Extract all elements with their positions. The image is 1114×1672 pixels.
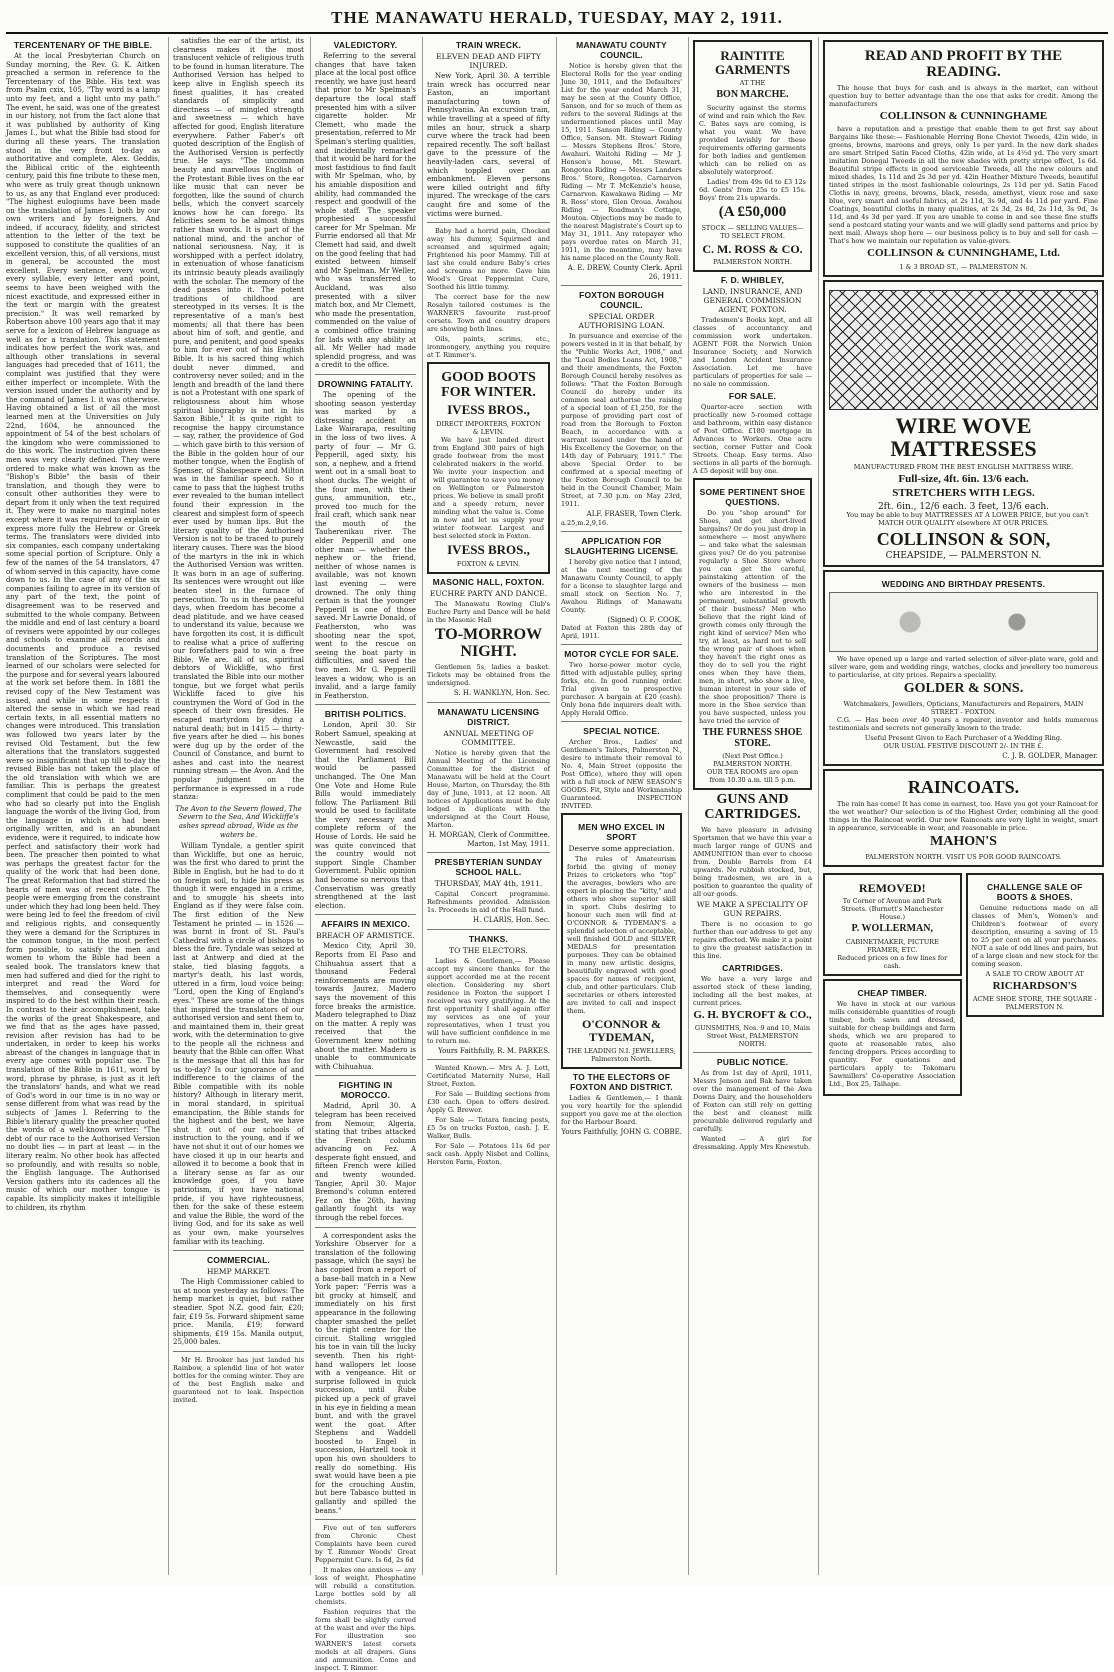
motor-text: Two horse-power motor cycle, fitted with adjustable pulley, spring forks, etc. In good running order. Trial given to prospective purchaser. A bargain at £20 (cash). Only bona fide inquirers dealt with. Apply Herald Office. <box>561 661 682 718</box>
headline-public-notice: PUBLIC NOTICE. <box>716 1057 789 1068</box>
licensing-text: Notice is hereby given that the Annual Meeting of the Licensing Committee for the district of Manawatu will be held at the Court House, Marton, on Thursday, the 8th day of June, 1911, at 12 noon. All notices of Applications must be duly lodged in duplicate with the undersigned at the Court House, Marton. <box>427 748 550 829</box>
divider <box>427 1059 550 1060</box>
masonic-text: The Manawatu Rowing Club's Euchre Party and Dance will be held in the Masonic Hall <box>427 599 550 624</box>
divider <box>427 702 550 703</box>
ad-warner: Fashion requires that the form shall be slightly curved at the waist and over the hips. For illustration see WARNER'S latest corsets models at all drapers. Guns and ammunition. Come and inspect. T. Rimmer. <box>315 1608 416 1672</box>
column-7 <box>818 37 1108 1575</box>
subhead-electors: TO THE ELECTORS. <box>449 945 528 955</box>
article-drowning: The opening of the shooting season yesterday was marked by a distressing accident on Lake Wairarapa, resulting in the loss of two lives. A party of four — Mr G. Pepperill, aged sixty, his son, a nephew, and a friend went out in a small boat to shoot ducks. The weight of the four men, with their guns, ammunition, etc., proved too much for the frail craft, which sank near the mouth of the Tauherenikau river. The elder Pepperill and one other man — whether the nephew or the friend, neither of whose names is available, was not known last evening — were drowned. The only thing certain is that the younger Pepperill is one of those saved. Mr Lawrie Donald, of Featherston, who was shooting near the spot, went to the rescue on seeing the boat party in difficulties, and saved the two men. Mr G. Pepperill leaves a widow, who is an invalid, and a large family in Featherston. <box>315 390 416 700</box>
divider <box>173 1250 304 1251</box>
headline-electors: TO THE ELECTORS OF FOXTON AND DISTRICT. <box>570 1071 673 1092</box>
stretchers-title: STRETCHERS WITH LEGS. <box>892 487 1035 500</box>
note-brooker: Mr H. Brooker has just landed his Rainbow, a splendid line of hot water bottles for the coming winter. They are of the best English make and guaranteed not to leak. Inspection invited. <box>173 1355 304 1404</box>
article-train: New York, April 30. A terrible train wreck has occurred near Easton, an important manufacturing town of Pennsylvania. An excursion train, while travelling at a speed of fifty miles an hour, struck a sharp curve where the track had been repaired recently. The soft ballast gave to the pressure of the heavily-laden cars, several of which toppled over an embankment. Eleven persons were killed outright and fifty injured. The wreckage of the cars caught fire and some of the victims were burned. <box>427 72 550 218</box>
electors-sig: Yours Faithfully, JOHN G. COBBE. <box>561 1127 682 1136</box>
read-title: READ AND PROFIT BY THE READING. <box>864 48 1063 80</box>
ad-raincoats <box>823 769 1104 867</box>
headline-politics: BRITISH POLITICS. <box>324 709 407 720</box>
sale-text: Genuine reductions made on all classes of Men's, Women's and Children's footwear of every description, ensuring a saving of 15 to 25 per cent on all your purchases. NOT a sale of odd lines and pairs, but of a large clean and new stock for the coming season. <box>971 903 1098 968</box>
column-4 <box>422 37 554 1575</box>
golder-sub: Watchmakers, Jewellers, Opticians, Manufacturers and Repairers, MAIN STREET - FOXTON. <box>843 699 1084 716</box>
wire-sub: MANUFACTURED FROM THE BEST ENGLISH MATTRESS WIRE. <box>853 462 1074 471</box>
divider <box>173 1351 304 1352</box>
divider <box>427 852 550 853</box>
article-baseball: A correspondent asks the Yorkshire Observer for a translation of the following passage, which (he says) he has copied from a report of a base-ball match in a New York paper: "Ferris was a bit grocky at himself, and immediately on his first appearance in the following chapter smashed the pellet to the right centre for the circuit. Stalling wriggled his toe in vain till the lucky seventh. Then his right-hand wallopers let loose with a vengeance. Hit or surprise followed in quick succession, until Rube picked up a peck of gravel in his eye in fielding a mean bunt, and with the gravel went the goat. After Stephens and Waddell boosted to Engel in succession, Hartzell took it upon his own shoulders to really do something. His swat would have been a pie for the crouching Austin, but bere Tabasco butted in gallantly and spilled the beans." <box>315 1231 416 1515</box>
sport-sub: Deserve some appreciation. <box>568 844 675 854</box>
ad-ivess-sub: DIRECT IMPORTERS, FOXTON & LEVIN. <box>436 420 541 437</box>
mattress-mesh-illustration <box>829 290 1098 410</box>
wedding-text: We have opened up a large and varied selection of silver-plate ware, gold and silver ware, gem and wedding rings, watches, clocks and jewellery too numerous to particularise, at city prices. Repairs a speciality. <box>829 654 1098 679</box>
school-sig: H. CLARIS, Hon. Sec. <box>472 916 550 925</box>
headline-county: MANAWATU COUNTY COUNCIL. <box>576 40 667 60</box>
bottom-right-ads <box>966 870 1105 1099</box>
whibley-name: F. D. WHIBLEY, <box>720 275 785 286</box>
wedding-title: WEDDING AND BIRTHDAY PRESENTS. <box>881 578 1046 589</box>
repair-title: WE MAKE A SPECIALITY OF GUN REPAIRS. <box>696 899 809 918</box>
golder-sig: C. J. B. GOLDER, Manager. <box>1002 751 1098 760</box>
headline-motor: MOTOR CYCLE FOR SALE. <box>564 649 679 660</box>
cartridges-text: We have a very large and assorted stock of these landing, including all the best makes, at current prices. <box>693 974 812 1007</box>
ad-golder <box>823 570 1104 766</box>
ad-boots-text: We have just landed direct from England 300 pairs of high grade footwear from the most celebrated makers in the world. We invite your inspection and will guarantee to save you money on Wellington or Palmerston prices. We believe in small profit and a speedy return, never minding what the value is. Come in now and let us supply your winter footwear. Largest and best selected stock in Foxton. <box>433 436 544 541</box>
oconnor-sub: THE LEADING N.I. JEWELLERS, <box>567 1046 676 1055</box>
bottom-left-ads <box>823 870 962 1099</box>
subhead-licensing: ANNUAL MEETING OF COMMITTEE. <box>443 728 534 747</box>
ad-peppermint: Five out of ten sufferers from Chronic Chest Complaints have been cured by T. Rimmer Woods' Great Peppermint Cure. Is 6d, 2s 6d <box>315 1524 416 1565</box>
golder-present: Useful Present Given to Each Purchaser of a Wedding Ring. <box>864 733 1063 742</box>
divider <box>561 285 682 286</box>
sport-title: MEN WHO EXCEL IN SPORT <box>578 822 665 843</box>
furness-sub: (Next Post Office.) PALMERSTON NORTH. <box>713 752 792 769</box>
ad-raintite <box>693 40 812 272</box>
ad-collinson-cunninghame <box>823 40 1104 277</box>
raintite-stockline: STOCK — SELLING VALUES—TO SELECT FROM. <box>701 223 804 240</box>
county-sig: A. E. DREW, County Clerk. April 26, 1911. <box>567 264 682 281</box>
mahon-sub: PALMERSTON NORTH. VISIT US FOR GOOD RAINCOATS. <box>865 852 1062 861</box>
divider <box>315 1519 416 1520</box>
raincoats-title: RAINCOATS. <box>907 777 1020 798</box>
divider <box>315 914 416 915</box>
verse-avon: The Avon to the Severn flowed, The Severn to the Sea, And Wickliffe's ashes spread abroad, Wide as the waters be. <box>175 804 302 839</box>
ad-corset: The correct base for the new Rosalyn tailored costumes is the WARNER'S favourite rust-proof corsets. Town and country drapers are showing both lines. <box>427 293 550 334</box>
raintite-title: RAINTITE GARMENTS <box>714 48 791 77</box>
headline-sunday-school: PRESBYTERIAN SUNDAY SCHOOL HALL. <box>434 857 543 878</box>
ad-ivess-name2: IVESS BROS., <box>447 542 530 558</box>
guns-text: We have pleasure in advising Sportsmen that we have this year a much larger range of GUNS and AMMUNITION than ever to choose from. Double Barrels from £4 upwards. No rubbish stocked, but, being tradesmen, we are in a position to guarantee the quality of all our goods. <box>693 825 812 898</box>
ad-boots-title: GOOD BOOTS FOR WINTER. <box>441 370 536 400</box>
headline-valedictory: VALEDICTORY. <box>333 40 398 50</box>
divider <box>315 704 416 705</box>
headline-licensing: MANAWATU LICENSING DISTRICT. <box>437 706 540 727</box>
headline-train: TRAIN WRECK. <box>455 40 522 50</box>
divider <box>427 929 550 930</box>
guns-title: GUNS AND CARTRIDGES. <box>704 792 801 822</box>
stretchers-price: 2ft. 6in., 12/6 each. 3 feet, 13/6 each. <box>877 501 1050 512</box>
whibley-text: Tradesmen's Books kept, and all classes of accountancy and commission work undertaken. AGENT FOR the Norwich Union Insurance Society, and Norwich and London Accident Insurance Association. Let me have particulars of properties for sale — no sale no commission. <box>693 316 812 389</box>
bycroft-name: G. H. BYCROFT & CO., <box>693 1008 812 1021</box>
divider <box>427 222 550 223</box>
ad-oconnor-sport <box>561 813 682 1068</box>
raintite-text: Security against the storms of wind and rain which the Rev. C. Bates says are coming, is what you want. We have provided lavishly for these requirements offering garments for both ladies and gentlemen which can be relied on as absolutely waterproof. <box>699 103 806 176</box>
column-6 <box>688 37 816 1575</box>
richardson-name: RICHARDSON'S <box>992 979 1077 992</box>
cc-ltd: COLLINSON & CUNNINGHAME, Ltd. <box>867 247 1060 260</box>
article-valedictory: Referring to the several changes that have taken place at the local post office recently, we have just heard that prior to Mr Spelman's departure the local staff presented him with a silver cigarette holder. Mr Clemett, who made the presentation, referred to Mr Spelman's sterling qualities, and incidentally remarked that it would be hard for the most fastidious to find fault with Mr Spelman, who, by his amiable disposition and ability, had commanded the respect and goodwill of the whole staff. The speaker prophesied a successful career for Mr Spelman. Mr Furrie endorsed all that Mr Clemett had said, and dwelt on the good feeling that had existed between himself and Mr Spelman. Mr Weller, who was transferred to Auckland, was also presented with a silver match box, and Mr Clemett, who made the presentation, commended on the value of a combined office training for lads with any ability at all. Mr Weller had made splendid progress, and was a credit to the office. <box>315 52 416 370</box>
ad-baby-poem: Baby had a horrid pain, Chocked away his dummy, Squirmed and screamed and squirmed again; Frightened his poor Mammy. Till at last she could endure Baby's cries and screams no more. Gave him Wood's Great Peppermint Cure, Soothed his little tummy. <box>427 227 550 292</box>
masonic-text2: Gentlemen 5s, ladies a basket. Tickets may be obtained from the undersigned. <box>427 663 550 688</box>
forsale-text: Quarter-acre section with practically new 5-roomed cottage and bathroom, within easy distance of Post Office. £180 mortgage in Advances to Workers. One acre section, corner Futter and Cook Streets. Cheap. Easy terms. Also sections in all parts of the borough. A £5 deposit will buy one. <box>693 403 812 476</box>
ad-ivess-boots <box>427 362 550 574</box>
county-text: Notice is hereby given that the Electoral Rolls for the year ending June 30, 1911, and the Defaulters' List for the year ended March 31, may be seen at the County Office, Sanson, and for so much of them as refers to the several Ridings at the undermentioned places until May 15, 1911. Sanson Riding — County Office, Sanson. Mt. Stewart Riding — Messrs Stephens Bros.' Store, Awahuri. Waitohi Riding — Mr J. Henson's house, Mt. Stewart. Rongotea Riding — Messrs Landers Bros.' Store, Rongotea. Carnarvon Riding — Mr T. McKenzie's house, Carnarvon. Kawakawa Riding — Mr R. Ross' store, Glen Oroua. Awahou Riding — Roadman's Cottage, Moutoa. Objections may be made to the nearest Magistrate's Court up to May 31, 1911. Any ratepayer who pays overdue rates on March 31, 1911, in the meantime, may have his name placed on the County Roll. <box>561 62 682 262</box>
divider <box>315 374 416 375</box>
article-bible-cont: satisfies the ear of the artist, its clearness makes it the most translucent vehicle of religious truth to be found in human literature. The Authorised Version has helped to keep alive in English speech its finest qualities, it has created standards of simplicity and directness — of mingled strength and sweetness — which have affected for good, English literature everywhere. Father Faber's oft quoted description of the English of the Authorised Version is perfectly true. He says: "The uncommon beauty and marvellous English of the Protestant Bible lives on the ear like music that can never be forgotten, like the sound of church bells, which the convert scarcely knows how he can forego. Its felicities seem to be almost things rather than words. It is part of the national mind, and the anchor of national seriousness. Nay, it is worshipped with a perfect idolatry, in extenuation of whose fanaticism its intrinsic beauty pleads availingly with the scholar. The memory of the dead passes into it. The potent traditions of childhood are stereotyped in its verses. It is the representative of a man's best moments; all that there has been about him of soft, and gentle, and pure, and penitent, and good speaks to him for ever out of his English Bible. It is his sacred thing which doubt never dimmed, and controversy never soiled; and in the length and breadth of the land there is not a Protestant with one spark of religiousness about him whose spiritual biography is not in his Saxon Bible." It is quite right to recognise the happy circumstance — say, rather, the providence of God — which gave birth to this version of the Bible in the golden hour of our mother tongue, when the English of Spenser, of Shakespeare and Milton was in the familiar speech. So it came to pass that the highest truths ever revealed to the human intellect found their expression in the clearest and simplest form of speech ever used by human lips. But the literary quality of the Authorised Version is not to be traced to purely literary causes. There was the blood of the martyrs in the ink in which the Authorised Version was written. It was born in an age of suffering. Its sentences were wrought out like beaten steel in the furnace of persecution. To us in these peaceful days, when freedom has become a dead platitude, and we have ceased to understand its value, because we have forgotten its cost, it is difficult to realise what a price of suffering our forefathers paid to win a free Bible. We are, all of us, spiritual debtors of Wickliffe, who first translated the Bible into our mother tongue, but we forget what perils Wickliffe faced to give his countrymen the Word of God in the speech of their own firesides. He escaped martyrdom by dying a natural death; but in 1415 — thirty-five years after he died — his bones were dug up by the order of the Council of Constance, and burnt to ashes and cast into the nearest running stream — the Avon. And the popular judgment on the performance is expressed in a rude stanza: <box>173 37 304 802</box>
notice-text: Archer Bros., Ladies' and Gentlemen's Tailors, Palmerston N., desire to intimate their removal to No. 4, Main Street (opposite the Post Office), where they will open with a full stock of NEW SEASON'S GOODS. Fit, Style and Workmanship Guaranteed. INSPECTION INVITED. <box>561 738 682 811</box>
masthead: THE MANAWATU HERALD, TUESDAY, MAY 2, 1911. <box>331 8 783 27</box>
raintite-stock: (A £50,000 <box>718 203 787 220</box>
divider <box>561 721 682 722</box>
divider <box>561 531 682 532</box>
ad-ivess-place: FOXTON & LEVIN. <box>456 559 521 568</box>
wire-title: WIRE WOVE MATTRESSES <box>890 412 1037 461</box>
article-commercial: The High Commissioner cabled to us at noon yesterday as follows: The hemp market is quiet, but rather steadier. Spot N.Z. good fair, £20; fair, £19 5s. Forward shipment same price. Manila, £19; forward shipments, £19 15s. Manila output, 25,000 bales. <box>173 1278 304 1347</box>
public-text: As from 1st day of April, 1911, Messrs Jenson and Bak have taken over the management of the Awa Downs Dairy, and the householders of Foxton can still rely on getting the best and cleanest milk procurable delivered regularly and carefully. <box>693 1069 812 1134</box>
raintite-prices: Ladies' from 49s 6d to £3 12s 6d. Gents' from 25s to £5 15s. Boys' from 21s upwards. <box>699 177 806 202</box>
classified-wanted: Wanted Known.— Mrs A. J. Lett, Certificated Maternity Nurse, Hall Street, Foxton. <box>427 1064 550 1089</box>
shoe-text: Do you "shop around" for Shoes, and get short-lived bargains? Or do you just drop in somewhere — most anywhere — and take what the salesman gives you? Or do you patronise regularly a Shoe Store where you can get the careful, painstaking attention of the owners of the business — men who are interested in the permanent, substantial growth of their business? Men who believe that the right kind of growth comes only through the right kind of service? Men who try, at least, as hard not to sell the wrong pair of shoes when they haven't the right ones as they do to sell you the right ones when they have them, men, in short, who show a live, human interest in your side of the shoe proposition? There is more in the Shoe service than you have suspected, unless you have tried the service of <box>699 509 806 726</box>
headline-foxton-borough: FOXTON BOROUGH COUNCIL. <box>579 290 664 311</box>
divider <box>561 644 682 645</box>
headline-commercial: COMMERCIAL. <box>206 1255 271 1266</box>
ad-oils: Oils, paints, scrims, etc., ironmongery, anything you require at T. Rimmer's. <box>427 335 550 360</box>
ad-ivess-name: IVESS BROS., <box>447 402 530 418</box>
golder-text2: C.G. — Has been over 40 years a repairer, inventor and holds numerous testimonials and secrets not generally known to the trade. <box>829 715 1098 732</box>
sale-title: CHALLENGE SALE OF BOOTS & SHOES. <box>987 881 1083 902</box>
shoe-title: SOME PERTINENT SHOE QUESTIONS. <box>699 487 806 508</box>
thanks-text: Ladies & Gentlemen,— Please accept my sincere thanks for the support accorded me at the recent election. Considering my short residence in Foxton the support I received was very gratifying. At the first opportunity I shall again offer my services as one of your representatives, when I trust you will have sufficient confidence in me to return me. <box>427 956 550 1045</box>
read-text2: have a reputation and a prestige that enable them to get first say about Bargains like these:— Fashionable Herring Bone Cheviot Tweeds, 42in wide, in greens, browns, maroons and greys, only 1s per yard. In the new dark shades are smart Striped Satin Faced Cloths, 42in wide, at 1s 4½d yd. The very smart imitation Donegal Tweeds in all the new shades with pretty stripe effect, 1s 6d. Beautiful stripe effects in good serviceable Tweeds, all the new colours and mixed shades, 1s 11d and 2s 3d per yd. 42in Heather Mixture Tweeds, beautiful tinted stripes in the most fashionable colourings, 2s 11d per yd. Satin Faced Cloths in navy, greens, browns, black, reseda, amethyst, vieux rose and saxe blue, very smart and useful fabrics, at 2s 11d, 3s 9d, and 4s 11d per yard. Fine Coatings, beautiful cloths in many qualities, at 2s 3d, 2s 8d, 2s 11d, 3s 9d, 3s 11d, and 4s 3d per yard. If you are unable to come in and see these fine stuffs send a postcard stating your wants and we will gladly send patterns and price by next mail. Always shop here — our business policy is to buy and sell for cash — That's how we maintain our reputation as value-givers. <box>829 125 1098 246</box>
article-bible-cont2: William Tyndale, a gentler spirit than Wickliffe, but one as heroic, was the first who dared to print the Bible in English, but he had to do it on foreign soil, to hide his press as though it were engaged in a crime, and to smuggle his sheets into England as if they were false coin. The first edition of the New Testament he printed — in 1526 — was burnt in front of St. Paul's Cathedral with a circle of bishops to bless the fire. Tyndale was seized at last at Antwerp and died at the stake, tied blasing faggots, a martyr's death, his last words, uttered in a firm, loud voice being: "Lord, open the King of England's eyes." These are some of the things that inspired the translators of our authorised version and sent them to, and maintained them in, their great work, with the determination to give to the people all the richness and beauty that the Bible can offer. What is the message that all this has for us to-day? Is our ignorance of and indifference to the claims of the Bible compatible with its noble history? Although in literary merit, in moral standard, in spiritual emancipation, the Bible stands for the highest and the best, we have shut it out of our schools of instruction to the young, and if we have not shut it out of our homes we have closed it up in our hearts and allowed it to become a book that in a literary sense as far as our knowledge goes, if you have patriotism, if you have national pride, if you have righteousness, then for the sake of these esteem and value the Bible, the word of the living God, and for its sake as well as your own, make yourselves familiar with its teaching. <box>173 842 304 1246</box>
ad-timber <box>823 979 962 1096</box>
foxton-text: In pursuance and exercise of the powers vested in it in that behalf, by the "Public Works Act, 1908," and the "Local Bodies Loans Act, 1908," and their amendments, the Foxton Borough Council hereby resolves as follows: "That the Foxton Borough Council do hereby under its common seal authorise the raising of a special loan of £1,250, for the purpose of providing part cost of road from the Borough to Foxton Beach, in accordance with a warrant issued under the hand of His Excellency the Governor, on the 14th day of February, 1911." The above Special Order to be confirmed at a special meeting of the Foxton Borough Council to be held in the Council Chamber, Main Street, at 7.30 p.m. on May 23rd, 1911. <box>561 332 682 509</box>
headline-thanks: THANKS. <box>468 933 509 944</box>
headline-masonic: MASONIC HALL, FOXTON. <box>432 576 545 587</box>
bottom-ad-row <box>823 870 1104 1099</box>
jewellery-illustration <box>829 592 1098 652</box>
golder-discount: OUR USUAL FESTIVE DISCOUNT 2/- IN THE £. <box>883 741 1044 750</box>
raintite-at: AT THE <box>739 79 766 88</box>
ross-name: C. M. ROSS & CO. <box>702 241 803 256</box>
ad-richardson <box>966 873 1105 1018</box>
subhead-hemp: HEMP MARKET. <box>206 1267 271 1277</box>
read-text: The house that buys for cash and is always in the market, can without question buy to better advantage than the one that asks for credit. Among the manufacturers <box>829 83 1098 108</box>
divider <box>315 1227 416 1228</box>
ad-furness-shoe <box>693 478 812 790</box>
crow-text: A SALE TO CROW ABOUT AT <box>985 969 1084 978</box>
cc-addr: 1 & 3 BROAD ST., — PALMERSTON N. <box>899 262 1028 271</box>
masonic-tomorrow: TO-MORROW NIGHT. <box>434 625 543 660</box>
raincoats-text: The rain has come! It has come in earnest, too. Have you got your Raincoat for the wet weather? Our selection is of the Highest Order, combining all the good things in the Raincoat world. Our new Raincoats are very light in weight, smart in appearance, serviceable in wear, and reasonable in price. <box>829 800 1098 833</box>
thanks-sig: Yours Faithfully, R. M. PARKES. <box>438 1046 550 1055</box>
divider <box>315 1075 416 1076</box>
school-text: Capital Concert programme. Refreshments provided. Admission 1s. Proceeds in aid of the Hall fund. <box>427 890 550 915</box>
classified-wanted-girl: Wanted — A girl for dressmaking. Apply Mrs Knewstub. <box>693 1135 812 1152</box>
timber-title: CHEAP TIMBER. <box>857 987 927 998</box>
golder-name: GOLDER & SONS. <box>903 680 1024 696</box>
oconnor-name: O'CONNOR & TYDEMAN, <box>582 1017 661 1044</box>
electors-text: Ladies & Gentlemen,— I thank you very heartily for the splendid support you gave me at the election for the Harbour Board. <box>561 1093 682 1126</box>
headline-bible: TERCENTENARY OF THE BIBLE. <box>13 40 153 50</box>
ad-wollerman <box>823 873 962 976</box>
wire-price: Full-size, 4ft. 6in. 13/6 each. <box>898 472 1029 485</box>
column-5 <box>556 37 686 1575</box>
removed-text: To Corner of Avenue and Park Streets. (Burnett's Manchester House.) <box>841 897 944 922</box>
licensing-sig: H. MORGAN, Clerk of Committee. Marton, 1st May, 1911. <box>428 830 550 848</box>
foxton-sig: ALF. FRASER, Town Clerk. <box>586 510 682 519</box>
subhead-loan: SPECIAL ORDER AUTHORISING LOAN. <box>578 312 665 331</box>
article-mexico: Mexico City, April 30. Reports from El Paso and Chihuahua assert that a thousand Federal reinforcements are moving towards Jaurez. Madero says the movement of this force breaks the armistice. Madero telegraphed to Diaz on the matter. A reply was received that the Government knew nothing about the matter. Madero is unable to communicate with Chihuahua. <box>315 942 416 1071</box>
headline-morocco: FIGHTING IN MOROCCO. <box>338 1080 393 1101</box>
furness-name: THE FURNESS SHOE STORE. <box>702 727 803 749</box>
ross-place: PALMERSTON NORTH. <box>713 258 792 267</box>
oconnor-place: Palmerston North. <box>591 1054 652 1063</box>
subhead-date: THURSDAY, MAY 4th, 1911. <box>434 879 543 889</box>
headline-drowning: DROWNING FATALITY. <box>318 378 413 389</box>
subhead-train: ELEVEN DEAD AND FIFTY INJURED. <box>436 52 541 70</box>
mahon-name: MAHON'S <box>930 834 997 850</box>
repair-text: There is no occasion to go further than our address to get any repairs effected. We make it a point to give the greatest satisfaction in this line. <box>693 919 812 960</box>
bycroft-sub: GUNSMITHS, Nos. 9 and 10, Main Street West, PALMERSTON NORTH. <box>694 1024 811 1049</box>
slaughter-date: Dated at Foxton this 28th day of April, 1911. <box>561 624 682 641</box>
ad-wire-mattress <box>823 280 1104 567</box>
masonic-sig: S. H. WANKLYN, Hon. Sec. <box>453 689 550 698</box>
wollerman-sub: CABINETMAKER, PICTURE FRAMER, ETC. <box>845 937 939 954</box>
article-morocco: Madrid, April 30. A telegram has been received from Nemour, Algeria, stating that tribes attacked the French column advancing on Fez. A desperate fight ensued, and fifteen French were killed and twenty wounded. Tangier, April 30. Major Bremond's column entered Fez on the 26th, having gallantly fought its way through the rebel forces. <box>315 1102 416 1223</box>
masthead-rule <box>6 32 1108 34</box>
richardson-sub: ACME SHOE STORE, THE SQUARE - PALMERSTON N. <box>972 995 1097 1012</box>
article-politics: London, April 30. Sir Robert Samuel, speaking at Newcastle, said the Government had resolved that the Parliament Bill would be passed unchanged. The One Man One Vote and Home Rule Bills would immediately follow. The Parliament Bill would be used to facilitate the very necessary and complete reform of the House of Lords. He said he was quite convinced that the country would not support Single Chamber Government. Public opinion had become so nervous that Conservatism was greatly strengthened at the last election. <box>315 721 416 910</box>
article-bible: At the local Presbyterian Church on Sunday morning, the Rev. G. K. Aitken preached a sermon in reference to the Tercentenary of the Bible. His text was from Psalm cxix, 105, "Thy word is a lamp unto my feet, and a light unto my path." The event, he said, was one of the greatest in our history, not from the fact alone that it was published by authority of King James I., but what the Bible had stood for during all these years. The translation stood in the very front to-day as authoritative and complete. Alex. Geddis, the Biblical critic of the eighteenth century, paid this fine tribute to these men, who were as truly great though unknown to us, as any that England ever produced: "The highest eulogiums have been made on the translation of James I. both by our own writers and by foreigners. And indeed, if accuracy, fidelity, and strictest attention to the letter of the text be supposed to constitute the qualities of an excellent version, this, of all versions, must in general, be accounted the most excellent. Every sentence, every word, every syllable, every letter and point, seems to have been weighed with the nicest exactitude, and expressed either in the text or margin with the greatest precision." It was well remarked by Robertson above 100 years ago that it may serve for a lexicon of Hebrew language as well as for a translation. This statement indicates how perfect the work was, and although other translations in several languages had preceded that of 1611, the complaint was justified that they were either imperfect or incomplete. With the version issued under the authority and by the command of James I. it was otherwise. Having obtained a list of all the most learned men at the Universities on July 22nd, 1604, he announced the appointment of 54 of the best scholars of the kingdom who were commissioned to do this work. The instruction given these men was very clearly defined. They were ordered to make what was known as the "Bishop's Bible" the basis of their translation, and though they were to consult other authorities they were to depart from it only when the text required it. They were to make no marginal notes except where it was required to explain or express more fully the Hebrew or Greek terms. The translators were divided into six companies, each company undertaking some special portion of Scripture. Only a few of the names of the 54 translators, 47 of whom served in this capacity, have come down to us. In the case of any of the six companies failing to agree in its version of any part of the text, the point of disagreement was to be reserved and submitted to the whole company. Between the middle and end of last century a board of revisers were appointed by our colleges and schools to examine all records and documents and produce a revised translation of the Scriptures. The most learned of our scholars were selected for the purpose and for several years laboured at the work set before them. In 1881 the revised copy of the New Testament was issued, and while in some respects it altered the sense in which we had read certain texts, in all essential matters no changes were introduced. This translation was followed two years later by the revised Old Testament, but the few alterations that the translators suggested were so insignificant that up till to-day the revised Bible has not taken the place of the old translation with which we are familiar. This is perhaps the greatest compliment that could be paid to the men who had so clearly put into the English language the words of the living God, from the language in which it had been originally written, and is an abundant evidence, were it required, to indicate how perfect and satisfactory their work had been. The preacher then pointed to what was perhaps the greatest factor for the quality of the work that had been done. The great Reformation that had stirred the hearts of men was of recent date. The people were emerging from the constraint under which they had long been held. They were being led to feel the freedom of civil and religious rights, and consequently they were a demand for the Scriptures in the common tongue, in the most perfect form possible, to satisfy the men and women to whom the Bible had been a sealed book. The translators knew that men had suffered and died for the right to interpret and read the Word for themselves, and consequently were inspired to do the best within their reach. In contrast to their accomplishment, take the works of the great Shakespeare, and we find that as the ages have passed, revision after revision has had to be undertaken, in order to keep his works abreast of the changes in language that in every age comes with popular use. The translation of the Bible in 1611, word by word, phrase by phrase, is just as it left the translators' hands, and what we read of God's word in our time is in no way or sense different from what was read by the subjects of James I. Referring to the Bible's literary quality the preacher quoted the words of a well-known writer: "The debt of our race to the Authorised Version no doubt lies — in part at least — in the literary realm. No other book has affected so profoundly, and with results so noble, the English language. The Authorised Version gathers into its cadences all the music of which our mother tongue is capable. Its simplicity makes it intelligible to children, its rhythm <box>6 52 160 1212</box>
headline-special-notice: SPECIAL NOTICE. <box>583 726 660 737</box>
slaughter-text: I hereby give notice that I intend, at the next meeting of the Manawatu County Council, to apply for a license to slaughter large and small stock on Section No. 7, Awahou Ridings of Manawatu County. <box>561 557 682 614</box>
cs-addr: CHEAPSIDE, — PALMERSTON N. <box>885 551 1042 562</box>
divider <box>693 1052 812 1053</box>
raintite-store: BON MARCHE. <box>716 89 789 101</box>
classified-forsale1: For Sale — Building sections from £30 each. Open to offers desired. Apply G. Brewer. <box>427 1090 550 1115</box>
lower-price-note: You may be able to buy MATTRESSES AT A LOWER PRICE, but you can't MATCH OUR QUALITY elsewhere AT OUR PRICES. <box>846 511 1089 528</box>
whibley-sub: LAND, INSURANCE, AND GENERAL COMMISSION AGENT, FOXTON. <box>702 287 803 315</box>
column-3 <box>310 37 420 1672</box>
ad-phosphatine: It makes one anxious — any loss of weight. Phosphatine will rebuild a constitution. Large bottles sold by all chemists. <box>315 1566 416 1607</box>
wollerman-name: P. WOLLERMAN, <box>851 923 933 935</box>
classified-forsale2: For Sale — Totara fencing posts, £5 5s on trucks Foxton, cash. J. E. Walker, Bulls. <box>427 1116 550 1141</box>
subhead-armistice: BREACH OF ARMISTICE. <box>316 931 415 941</box>
column-2 <box>168 37 308 1575</box>
sport-text: The rules of Amateurism forbid the giving of money Prizes to cricketers who "top" the averages, bowlers who are expert in placing the "kitty," and others who show superior skill in sport. Clubs desiring to honour such men will find at O'CONNOR & TYDEMAN'S a splendid selection of acceptable, well finished GOLD and SILVER MEDALS for presentation purposes. They can be obtained in many new artistic designs, beautifully engraved with good spaces for names of recipient, club, and other particulars. Club secretaries or others interested are invited to call and inspect them. <box>567 855 676 1016</box>
classified-forsale3: For Sale — Potatoes 11s 6d per sack cash. Apply Nisbet and Collins, Herston Farm, Foxton. <box>427 1142 550 1167</box>
timber-text: We have in stock at our various mills considerable quantities of rough timber, both sawn and dressed, suitable for cheap buildings and farm sheds, which we are prepared to quote at reasonable rates, also fencing droppers. Prices according to quantity. For quotations and particulars apply to: Tokomaru Sawmillers' Co-operative Association Ltd., Box 25, Taihape. <box>829 999 956 1088</box>
headline-slaughter: APPLICATION FOR SLAUGHTERING LICENSE. <box>564 535 679 556</box>
foxton-ref: a.25,m.2,9,16. <box>561 518 609 527</box>
tea-rooms: OUR TEA ROOMS are open from 10.30 a.m. till 5 p.m. <box>706 768 799 785</box>
headline-forsale: FOR SALE. <box>728 391 777 402</box>
cartridges-title: CARTRIDGES. <box>722 962 783 973</box>
cc-name: COLLINSON & CUNNINGHAME <box>879 109 1048 122</box>
column-1 <box>6 37 164 1575</box>
subhead-euchre: EUCHRE PARTY AND DANCE. <box>429 588 548 598</box>
removed-title: REMOVED! <box>858 880 926 895</box>
cs-name: COLLINSON & SON, <box>876 529 1051 550</box>
wollerman-text: Reduced prices on a few lines for cash. <box>837 953 948 970</box>
slaughter-sig: (Signed) O. F. COOK. <box>607 615 682 624</box>
headline-mexico: AFFAIRS IN MEXICO. <box>320 919 411 930</box>
